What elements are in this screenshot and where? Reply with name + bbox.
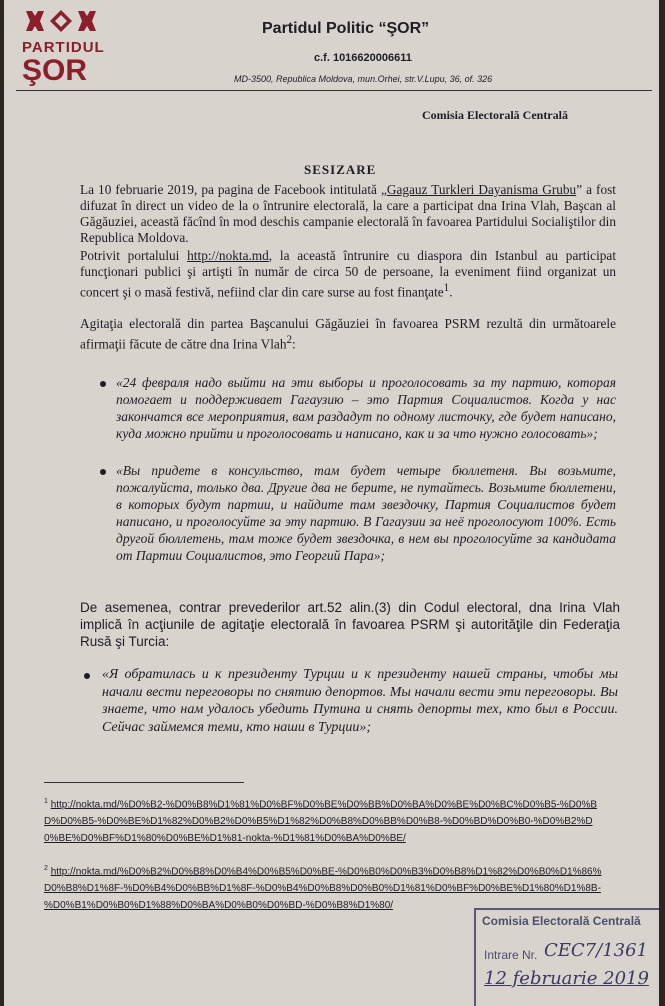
- stamp-date: 12 februarie 2019: [484, 968, 649, 989]
- document-heading: SESIZARE: [304, 162, 377, 177]
- stamp-title: Comisia Electorală Centrală: [482, 914, 641, 928]
- quote-3: «Я обратилась и к президенту Турции и к президенту нашей страны, чтобы мы начали вести переговоры по снятию депортов. Мы начали вести эти переговоры. Вы знаете, что нам удалось убедить Путина и снять депорты тех, кто был в России. Сейчас займемся теми, кто наши в Турции»;: [102, 667, 618, 735]
- quote-1: «24 февраля надо выйти на эти выборы и проголосовать за ту партию, которая помогает и поддерживает Гагаузию – это Партия Социалистов. Когда у нас закончатся все мероприятия, вам раздадут по одному листочку, где будет написано, куда можно прийти и проголосовать и написано, как и за что нужно голосовать»;: [116, 375, 616, 441]
- nokta-link[interactable]: http://nokta.md: [187, 248, 269, 263]
- party-title: Partidul Politic “ŞOR”: [262, 20, 430, 37]
- paragraph-1: La 10 februarie 2019, pa pagina de Facebook intitulată „Gagauz Turkleri Dayanisma Grubu” a fost difuzat în direct un video de la o întrunire electorală, la care a participat dna Irina Vlah, Başcan al Găgăuziei, această făcînd în mod deschis campanie electorală în favoarea Partidului Socialiştilor din Republica Moldova.: [80, 182, 617, 245]
- bullet-3: [84, 673, 90, 679]
- stamp-number: CEC7/1361: [544, 940, 649, 961]
- recipient: Comisia Electorală Centrală: [422, 108, 568, 122]
- footnote-2: $^2$ http://nokta.md/%D0%B2%D0%B8%D0%B4%D0%B5%D0%BE-%D0%B0%D0%B3%D0%B8%D1%82%D0%B0%D1%86%D0%B8%D1%8F-%D0%B4%D0%BB%D1%8F-%D0%B4%D0%B8%D0%B0%D1%81%D0%BF%D0%BE%D1%80%D1%8B-%D0%B1%D0%B0%D1%88%D0%BA%D0%B0%D0%BD-%D0%B8%D1%80/: [44, 865, 602, 912]
- header-divider: [16, 90, 652, 91]
- logo-tagline: PARTIDUL: [22, 39, 105, 56]
- party-logo: [22, 8, 108, 86]
- bullet-1: [100, 381, 106, 387]
- paragraph-4: De asemenea, contrar prevederilor art.52 alin.(3) din Codul electoral, dna Irina Vlah implică în acţiunile de agitaţie electorală în favoarea PSRM şi autorităţile din Federaţia Rusă şi Turcia:: [80, 600, 620, 649]
- paragraph-3: Agitaţia electorală din partea Başcanului Găgăuziei în favoarea PSRM rezultă din următoarele afirmaţii făcute de către dna Irina Vlah$^2$:: [80, 316, 616, 352]
- footnote-separator: [44, 782, 244, 783]
- footnote-2-link[interactable]: http://nokta.md/%D0%B2%D0%B8%D0%B4%D0%B5%D0%BE-%D0%B0%D0%B3%D0%B8%D1%82%D0%B0%D1%86%D0%B8%D1%8F-%D0%B4%D0%BB%D1%8F-%D0%B4%D0%B8%D0%B0%D1%81%D0%BF%D0%BE%D1%80%D1%8B-%D0%B1%D0%B0%D1%88%D0%BA%D0%B0%D0%BD-%D0%B8%D1%80/: [44, 866, 602, 912]
- footnote-ref-2: 2: [286, 334, 293, 346]
- paragraph-2: Potrivit portalului http://nokta.md, la această întrunire cu diaspora din Istanbul au participat funcţionari publici şi artişti în număr de circa 50 de persoane, la eveniment fiind organizat un concert şi o masă festivă, nefiind clar din care surse au fost finanţate$^1$.: [80, 248, 617, 300]
- bullet-2: [100, 469, 106, 475]
- ornament-icon: [22, 8, 100, 34]
- party-address: MD-3500, Republica Moldova, mun.Orhei, str.V.Lupu, 36, of. 326: [234, 74, 493, 84]
- footnote-1: $^1$ http://nokta.md/%D0%B2-%D0%B8%D1%81%D0%BF%D0%BE%D0%BB%D0%BA%D0%BE%D0%BC%D0%B5-%D0%BD%D0%B5-%D0%BE%D1%82%D0%B2%D0%B5%D1%82%D0%B8%D0%BB%D0%B8-%D0%BD%D0%B0-%D0%B2%D0%BE%D0%BF%D1%80%D0%BE%D1%81-nokta-%D1%81%D0%BA%D0%BE/: [44, 798, 598, 845]
- quote-2: «Вы придете в консульство, там будет четыре бюллетеня. Вы возьмите, пожалуйста, только два. Другие два не берите, не путайтесь. Возьмите бюллетени, в которых будут партии, и найдите там звездочку, Партия Социалистов будет написано, и проголосуйте за эту партию. В Гагаузии за неё проголосуют 100%. Есть другой бюллетень, там тоже будет звездочка, в нем вы проголосуйте за кандидата от Партии Социалистов, это Георгий Пара»;: [116, 463, 616, 563]
- registration-stamp: [474, 908, 659, 1006]
- stamp-intrare-label: Intrare Nr.: [484, 948, 538, 962]
- footnote-1-link[interactable]: http://nokta.md/%D0%B2-%D0%B8%D1%81%D0%BF%D0%BE%D0%BB%D0%BA%D0%BE%D0%BC%D0%B5-%D0%BD%D0%B5-%D0%BE%D1%82%D0%B2%D0%B5%D1%82%D0%B8%D0%BB%D0%B8-%D0%BD%D0%B0-%D0%B2%D0%BE%D0%BF%D1%80%D0%BE%D1%81-nokta-%D1%81%D0%BA%D0%BE/: [44, 799, 598, 845]
- document-page: [4, 0, 659, 1006]
- logo-name: ŞOR: [22, 54, 88, 87]
- facebook-group-name: Gagauz Turkleri Dayanisma Grubu: [386, 182, 577, 197]
- fiscal-code: c.f. 1016620006611: [314, 52, 412, 64]
- footnote-ref-1: 1: [443, 282, 450, 294]
